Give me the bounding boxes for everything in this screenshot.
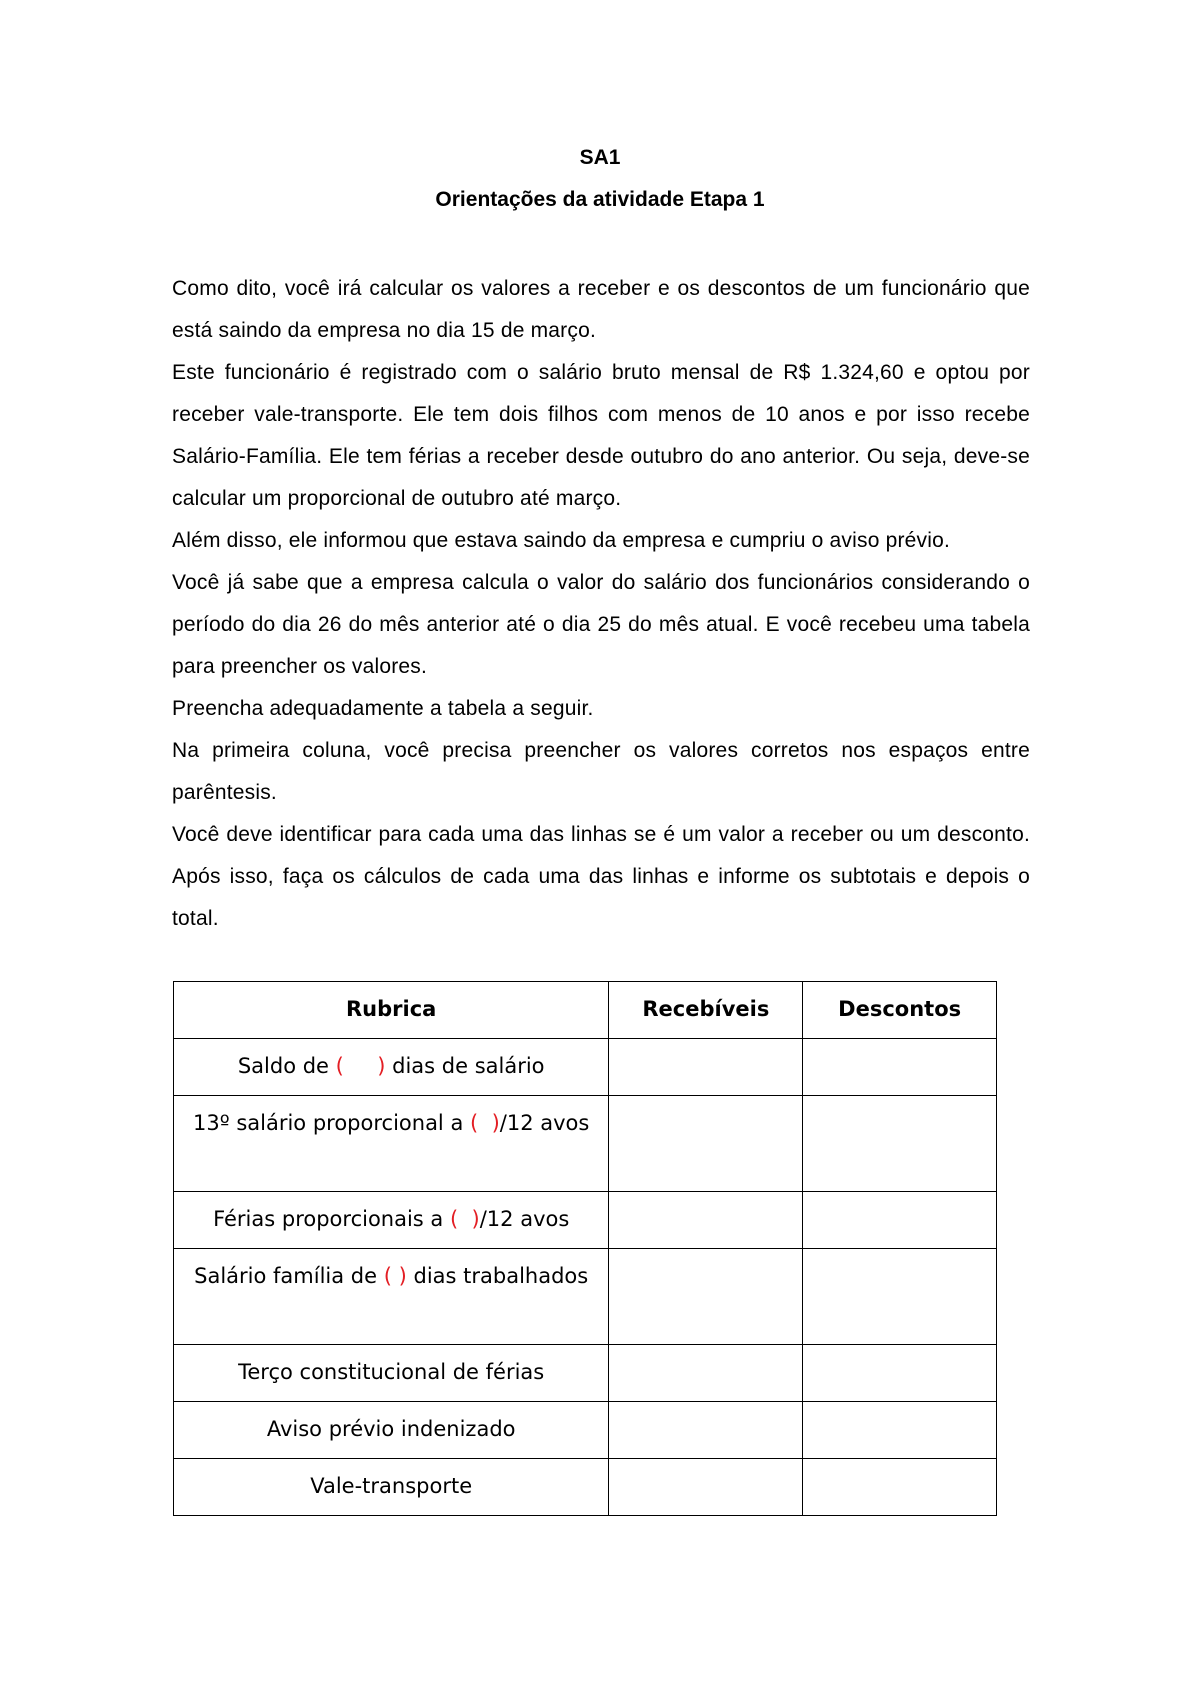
recebiveis-cell[interactable] xyxy=(609,1402,803,1459)
descontos-cell[interactable] xyxy=(803,1096,997,1192)
table-row xyxy=(174,1345,997,1402)
descontos-cell[interactable] xyxy=(803,1039,997,1096)
descontos-cell[interactable] xyxy=(803,1192,997,1249)
paren-close: ) xyxy=(471,1207,480,1231)
blank-field[interactable] xyxy=(458,1207,471,1231)
document-subtitle: Orientações da atividade Etapa 1 xyxy=(435,188,765,211)
header-rubrica: Rubrica xyxy=(174,982,609,1039)
table-row xyxy=(174,1192,997,1249)
document-title: SA1 xyxy=(579,146,621,169)
blank-field[interactable] xyxy=(478,1111,491,1135)
header-recebiveis: Recebíveis xyxy=(609,982,803,1039)
instructions-body xyxy=(172,268,1030,940)
paren-close: ) xyxy=(398,1264,407,1288)
rubrica-text: 13º salário proporcional a xyxy=(193,1111,470,1135)
paragraph: Você deve identificar para cada uma das linhas se é um valor a receber ou um desconto. Após isso, faça os cálculos de cada uma das linhas e informe os subtotais e depois o total. xyxy=(172,823,1030,930)
rubrica-cell xyxy=(174,1249,609,1345)
blank-field[interactable] xyxy=(344,1054,377,1078)
paragraph: Este funcionário é registrado com o salário bruto mensal de R$ 1.324,60 e optou por receber vale-transporte. Ele tem dois filhos com menos de 10 anos e por isso recebe Salário-Família. Ele tem férias a receber desde outubro do ano anterior. Ou seja, deve-se calcular um proporcional de outubro até março. xyxy=(172,361,1030,510)
descontos-cell[interactable] xyxy=(803,1459,997,1516)
recebiveis-cell[interactable] xyxy=(609,1039,803,1096)
descontos-cell[interactable] xyxy=(803,1249,997,1345)
blank-field[interactable] xyxy=(392,1264,399,1288)
recebiveis-cell[interactable] xyxy=(609,1345,803,1402)
paragraph: Preencha adequadamente a tabela a seguir. xyxy=(172,697,594,720)
paragraph: Além disso, ele informou que estava saindo da empresa e cumpriu o aviso prévio. xyxy=(172,529,951,552)
rubrica-cell xyxy=(174,1039,609,1096)
recebiveis-cell[interactable] xyxy=(609,1096,803,1192)
paragraph: Você já sabe que a empresa calcula o valor do salário dos funcionários considerando o período do dia 26 do mês anterior até o dia 25 do mês atual. E você recebeu uma tabela para preencher os valores. xyxy=(172,571,1030,678)
descontos-cell[interactable] xyxy=(803,1345,997,1402)
rubrica-cell: Aviso prévio indenizado xyxy=(174,1402,609,1459)
rubrica-cell xyxy=(174,1192,609,1249)
table-row xyxy=(174,1039,997,1096)
table-row xyxy=(174,1402,997,1459)
paren-open: ( xyxy=(383,1264,392,1288)
rubrica-cell xyxy=(174,1096,609,1192)
header-descontos: Descontos xyxy=(803,982,997,1039)
paren-open: ( xyxy=(335,1054,344,1078)
table-row xyxy=(174,1459,997,1516)
table-row xyxy=(174,1096,997,1192)
paragraph: Na primeira coluna, você precisa preencher os valores corretos nos espaços entre parêntesis. xyxy=(172,739,1030,804)
rubrica-text: Saldo de xyxy=(237,1054,336,1078)
paren-open: ( xyxy=(470,1111,479,1135)
recebiveis-cell[interactable] xyxy=(609,1192,803,1249)
rubrica-cell: Terço constitucional de férias xyxy=(174,1345,609,1402)
rubrica-text: Férias proporcionais a xyxy=(213,1207,450,1231)
table-header-row xyxy=(174,982,997,1039)
rubrica-text: /12 avos xyxy=(499,1111,590,1135)
descontos-cell[interactable] xyxy=(803,1402,997,1459)
recebiveis-cell[interactable] xyxy=(609,1249,803,1345)
table-row xyxy=(174,1249,997,1345)
rubrica-text: dias de salário xyxy=(385,1054,545,1078)
paren-close: ) xyxy=(491,1111,500,1135)
rubricas-table xyxy=(173,981,997,1516)
rubrica-text: /12 avos xyxy=(479,1207,570,1231)
rubrica-text: dias trabalhados xyxy=(406,1264,589,1288)
paragraph: Como dito, você irá calcular os valores a receber e os descontos de um funcionário que está saindo da empresa no dia 15 de março. xyxy=(172,277,1030,342)
recebiveis-cell[interactable] xyxy=(609,1459,803,1516)
rubrica-cell: Vale-transporte xyxy=(174,1459,609,1516)
paren-open: ( xyxy=(449,1207,459,1231)
paren-close: ) xyxy=(377,1054,386,1078)
rubrica-text: Salário família de xyxy=(194,1264,384,1288)
